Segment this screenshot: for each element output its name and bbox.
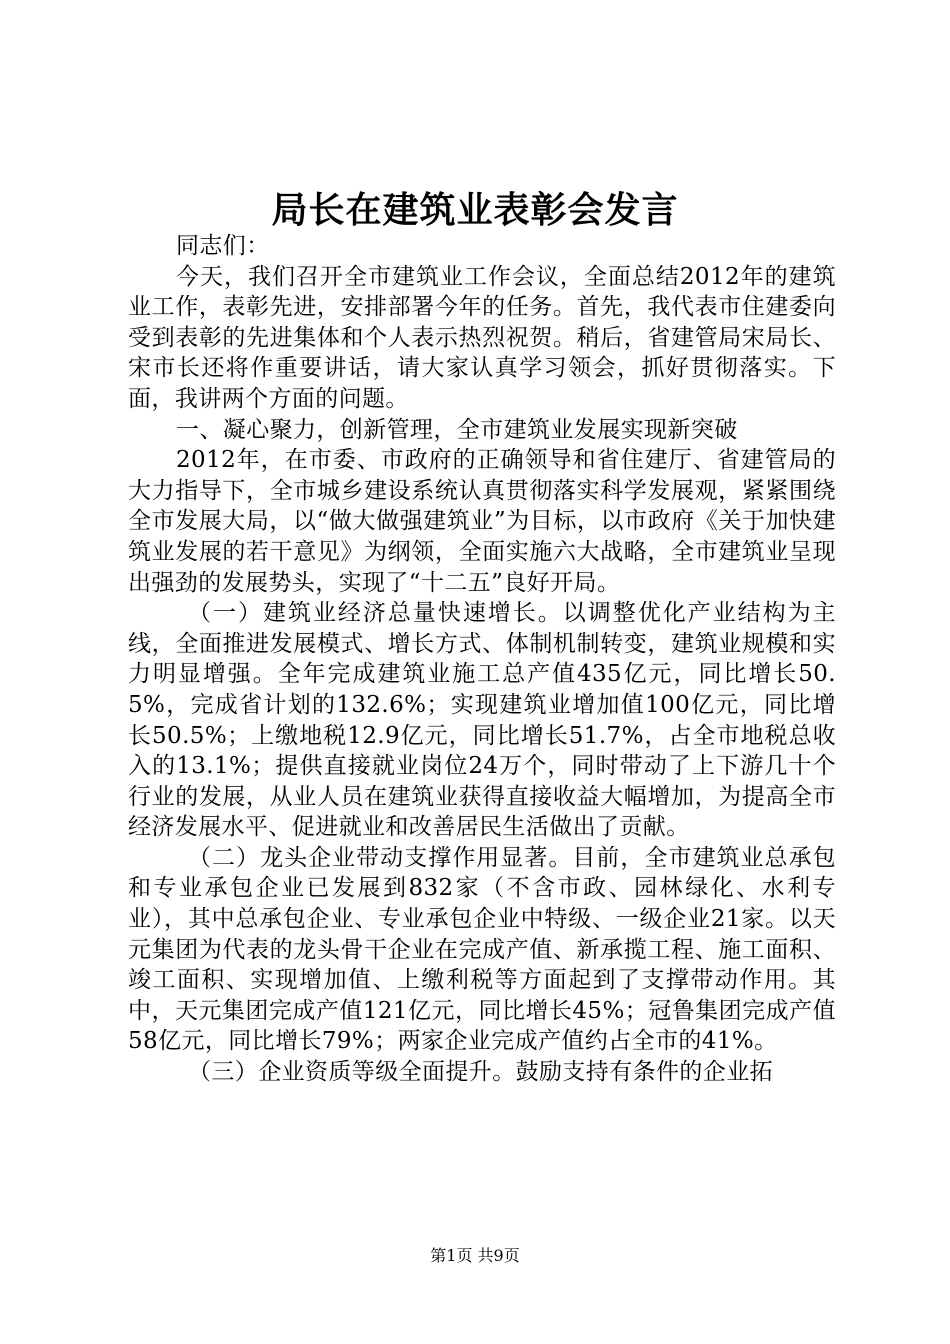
paragraph-leading-enterprises: （二）龙头企业带动支撑作用显著。目前，全市建筑业总承包和专业承包企业已发展到832家（不含市政、园林绿化、水利专业），其中总承包企业、专业承包企业中特级、一级企业21家。以天元集团为代表的龙头骨干企业在完成产值、新承揽工程、施工面积、竣工面积、实现增加值、上缴利税等方面起到了支撑带动作用。其中，天元集团完成产值121亿元，同比增长45%；冠鲁集团完成产值58亿元，同比增长79%；两家企业完成产值约占全市的41%。 [128,844,836,1055]
section-heading-1: 一、凝心聚力，创新管理，全市建筑业发展实现新突破 [176,416,738,443]
document-body [128,231,836,1088]
opening-paragraph: 今天，我们召开全市建筑业工作会议，全面总结2012年的建筑业工作，表彰先进，安排部署今年的任务。首先，我代表市住建委向受到表彰的先进集体和个人表示热烈祝贺。稍后，省建管局宋局长、宋市长还将作重要讲话，请大家认真学习领会，抓好贯彻落实。下面，我讲两个方面的问题。 [128,263,836,412]
document-title: 局长在建筑业表彰会发言 [271,189,679,231]
paragraph-2012-overview: 2012年，在市委、市政府的正确领导和省住建厅、省建管局的大力指导下，全市城乡建设系统认真贯彻落实科学发展观，紧紧围绕全市发展大局，以“做大做强建筑业”为目标，以市政府《关于加快建筑业发展的若干意见》为纲领，全面实施六大战略，全市建筑业呈现出强劲的发展势头，实现了“十二五”良好开局。 [128,447,836,596]
page-footer: 第1页 共9页 [430,1246,520,1265]
paragraph-qualification: （三）企业资质等级全面提升。鼓励支持有条件的企业拓 [188,1059,773,1086]
salutation: 同志们： [176,233,270,259]
paragraph-economic-growth: （一）建筑业经济总量快速增长。以调整优化产业结构为主线，全面推进发展模式、增长方式、体制机制转变，建筑业规模和实力明显增强。全年完成建筑业施工总产值435亿元，同比增长50.5%，完成省计划的132.6%；实现建筑业增加值100亿元，同比增长50.5%；上缴地税12.9亿元，同比增长51.7%，占全市地税总收入的13.1%；提供直接就业岗位24万个，同时带动了上下游几十个行业的发展，从业人员在建筑业获得直接收益大幅增加，为提高全市经济发展水平、促进就业和改善居民生活做出了贡献。 [128,600,836,841]
